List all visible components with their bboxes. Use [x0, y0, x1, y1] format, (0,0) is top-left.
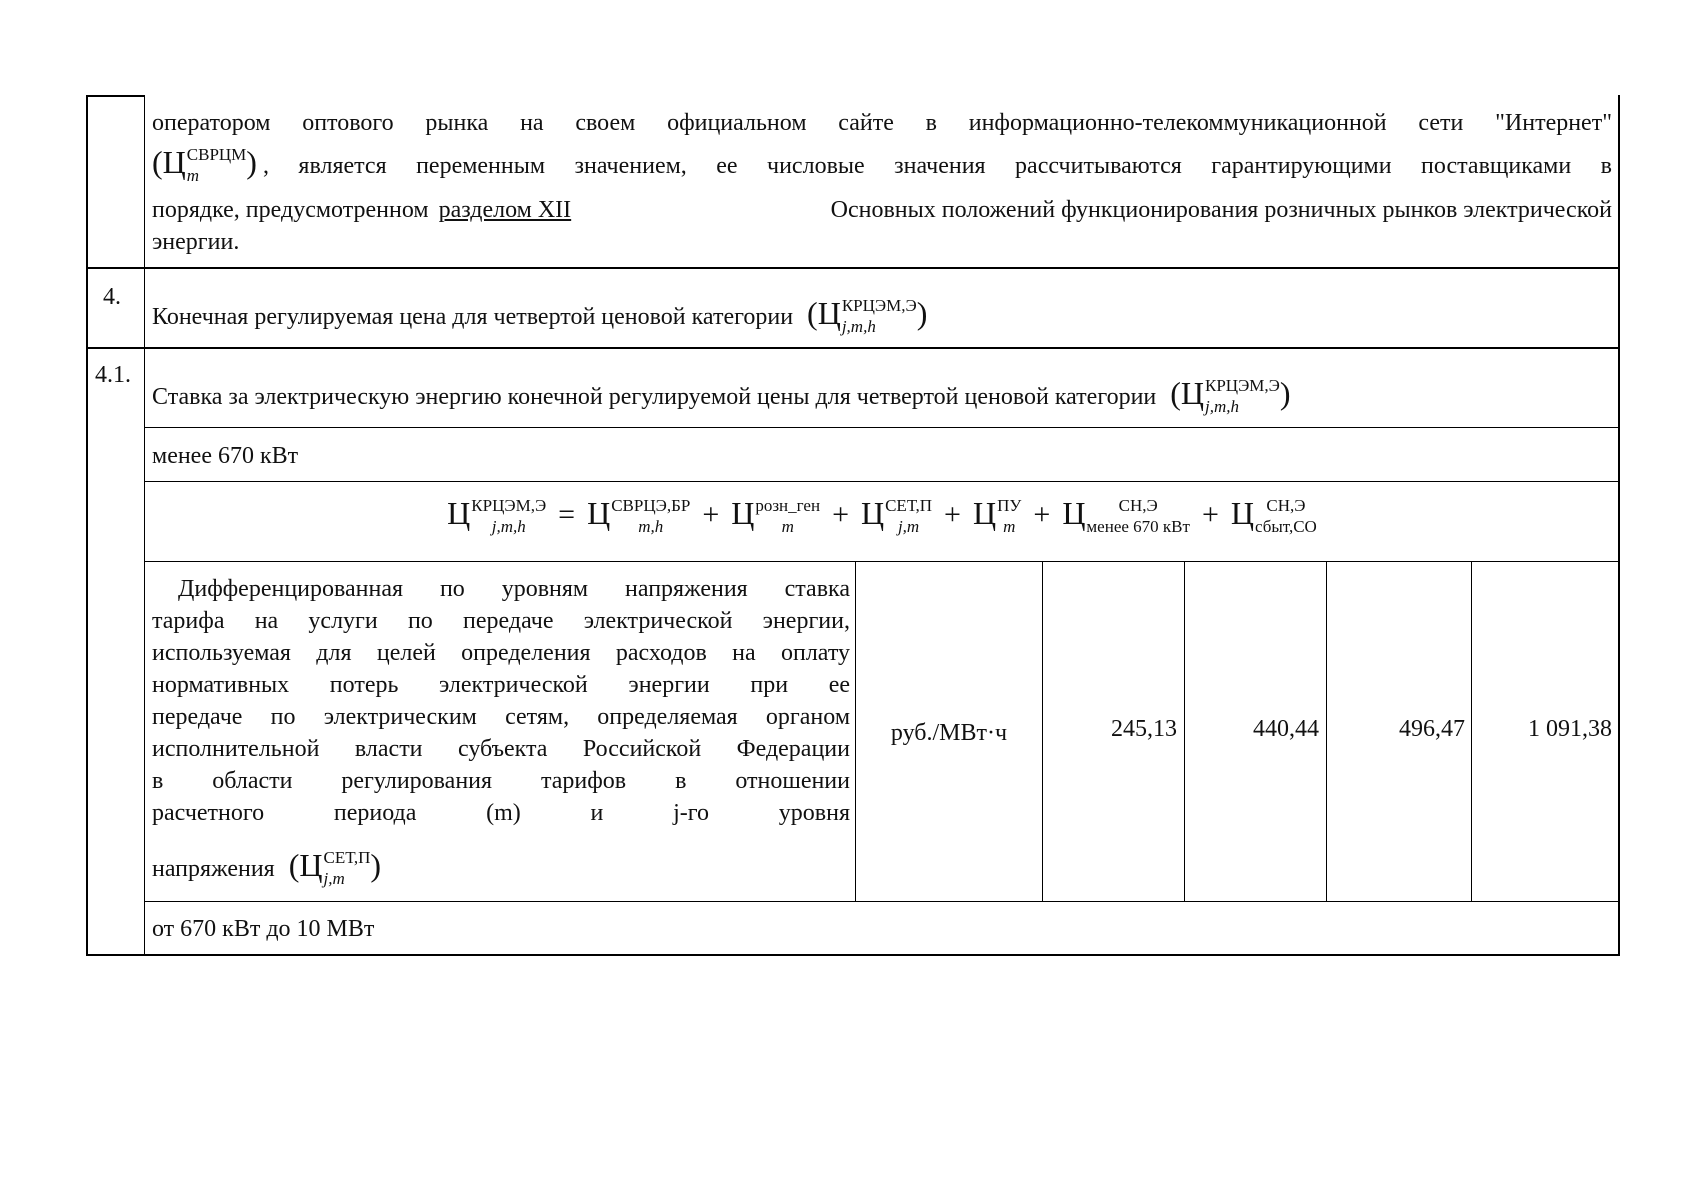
symbol-set-p: (Ц СЕТ,П j,m ) [288, 847, 382, 889]
desc-line-9: напряжения (Ц СЕТ,П j,m ) [152, 847, 382, 889]
range-670-to-10mw: от 670 кВт до 10 МВт [152, 916, 375, 942]
row4-number: 4. [103, 284, 121, 310]
row41-number: 4.1. [95, 362, 131, 388]
desc-line-2: тарифа на услуги по передаче электрической энергии, [152, 608, 850, 634]
row-divider-desc-range2 [144, 901, 1620, 902]
table-top-left-cap [86, 95, 145, 97]
desc-line-5: передаче по электрическим сетям, определяемая органом [152, 704, 850, 730]
desc-line-3: используемая для целей определения расходов на оплату [152, 640, 850, 666]
row4-title: Конечная регулируемая цена для четвертой ценовой категории (Ц КРЦЭМ,Э j,m,h ) [152, 295, 928, 337]
formula-equals: = [558, 498, 576, 531]
formula-term-4: Ц ПУ m [972, 495, 1022, 537]
table-border-left [86, 95, 88, 955]
unit-cell: руб./МВт·ч [890, 720, 1008, 746]
formula-term-5: Ц СН,Э менее 670 кВт [1062, 495, 1190, 537]
row3-line-4: энергии. [152, 229, 240, 255]
desc-line-1: Дифференцированная по уровням напряжения ставка [178, 576, 850, 602]
symbol-svrcm: (Ц СВРЦМ m ) [152, 144, 257, 186]
section-xii-link[interactable]: разделом XII [438, 197, 572, 223]
row3-line-3 [152, 194, 1612, 226]
formula-plus: + [1033, 498, 1051, 531]
desc-line-7: в области регулирования тарифов в отношении [152, 768, 850, 794]
row41-title: Ставка за электрическую энергию конечной регулируемой цены для четвертой ценовой категории (Ц КРЦЭМ,Э j,m,h ) [152, 375, 1291, 417]
value-cell: 245,13 [1111, 716, 1177, 742]
formula-lhs: Ц КРЦЭМ,Э j,m,h [447, 495, 547, 537]
formula-plus: + [832, 498, 849, 531]
row-divider-41-range [144, 427, 1620, 428]
formula-term-2: Ц розн_ген m [731, 495, 821, 537]
row3-line-2-text: , является переменным значением, ее числовые значения рассчитываются гарантирующими поставщиками в [262, 153, 1612, 179]
value-cell: 1 091,38 [1528, 716, 1612, 742]
table-bottom [86, 954, 1620, 956]
range-less-670: менее 670 кВт [152, 443, 299, 469]
row3-line-3-prefix: порядке, предусмотренном [152, 197, 429, 223]
desc-line-4: нормативных потерь электрической энергии при ее [152, 672, 850, 698]
formula-plus: + [702, 498, 720, 531]
row-divider-range-formula [144, 481, 1620, 482]
formula-plus: + [944, 498, 961, 531]
value-cell: 496,47 [1399, 716, 1465, 742]
formula-plus: + [1201, 498, 1219, 531]
formula-term-1: Ц СВРЦЭ,БР m,h [587, 495, 691, 537]
desc-line-8: расчетного периода (m) и j-го уровня [152, 800, 850, 826]
row-divider-3-4 [86, 267, 1620, 269]
row-divider-formula-desc [144, 561, 1620, 562]
symbol-krcem-4: (Ц КРЦЭМ,Э j,m,h ) [807, 295, 928, 337]
row3-line-1: оператором оптового рынка на своем официальном сайте в информационно-телекоммуникационной сети "Интернет" [152, 110, 1612, 136]
row3-line-2 [152, 146, 1612, 186]
desc-line-6: исполнительной власти субъекта Российской Федерации [152, 736, 850, 762]
formula-term-3: Ц СЕТ,П j,m [860, 495, 933, 537]
symbol-krcem-41: (Ц КРЦЭМ,Э j,m,h ) [1170, 375, 1291, 417]
value-cell: 440,44 [1253, 716, 1319, 742]
formula-term-6: Ц СН,Э сбыт,СО [1230, 495, 1317, 537]
row3-line-3-text: Основных положений функционирования розничных рынков электрической [830, 197, 1612, 223]
row-divider-4-41 [86, 347, 1620, 349]
price-formula [144, 497, 1620, 537]
